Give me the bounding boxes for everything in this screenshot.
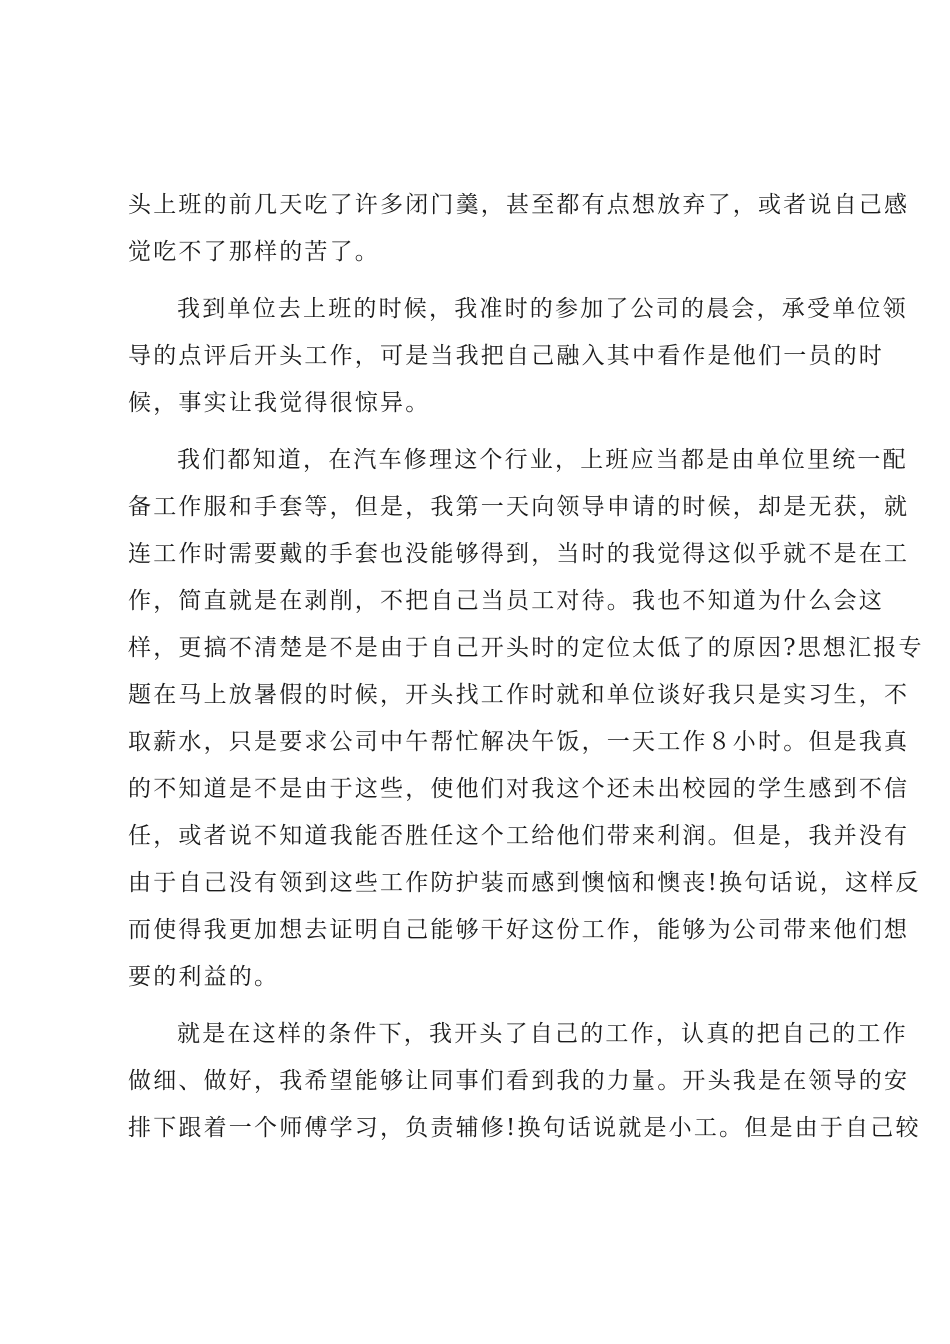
text-line: 就是在这样的条件下，我开头了自己的工作，认真的把自己的工作 [177, 1021, 908, 1047]
text-line: 题在马上放暑假的时候，开头找工作时就和单位谈好我只是实习生，不 [128, 682, 910, 708]
text-line: 我们都知道，在汽车修理这个行业，上班应当都是由单位里统一配 [177, 447, 908, 473]
text-line: 备工作服和手套等，但是，我第一天向领导申请的时候，却是无获，就 [128, 494, 910, 520]
text-line: 排下跟着一个师傅学习，负责辅修!换句话说就是小工。但是由于自己较 [128, 1115, 921, 1141]
paragraph [128, 182, 910, 276]
text-line: 由于自己没有领到这些工作防护装而感到懊恼和懊丧!换句话说，这样反 [128, 870, 921, 896]
text-line: 候，事实让我觉得很惊异。 [128, 390, 431, 416]
text-line: 连工作时需要戴的手套也没能够得到，当时的我觉得这似乎就不是在工 [128, 541, 910, 567]
text-line: 样，更搞不清楚是不是由于自己开头时的定位太低了的原因?思想汇报专 [128, 635, 924, 661]
text-line: 做细、做好，我希望能够让同事们看到我的力量。开头我是在领导的安 [128, 1068, 910, 1094]
body-text [128, 182, 924, 1152]
text-line: 觉吃不了那样的苦了。 [128, 239, 380, 265]
text-line: 头上班的前几天吃了许多闭门羹，甚至都有点想放弃了，或者说自己感 [128, 192, 910, 218]
paragraph [128, 1011, 921, 1152]
text-line: 而使得我更加想去证明自己能够干好这份工作，能够为公司带来他们想 [128, 917, 910, 943]
text-line: 作，简直就是在剥削，不把自己当员工对待。我也不知道为什么会这 [128, 588, 884, 614]
text-line: 的不知道是不是由于这些，使他们对我这个还未出校园的学生感到不信 [128, 776, 910, 802]
paragraph [128, 286, 908, 427]
text-line: 我到单位去上班的时候，我准时的参加了公司的晨会，承受单位领 [177, 296, 908, 322]
paragraph [128, 437, 924, 1001]
text-line: 导的点评后开头工作，可是当我把自己融入其中看作是他们一员的时 [128, 343, 884, 369]
text-line: 取薪水，只是要求公司中午帮忙解决午饭，一天工作８小时。但是我真 [128, 729, 910, 755]
text-line: 要的利益的。 [128, 964, 280, 990]
text-line: 任，或者说不知道我能否胜任这个工给他们带来利润。但是，我并没有 [128, 823, 910, 849]
